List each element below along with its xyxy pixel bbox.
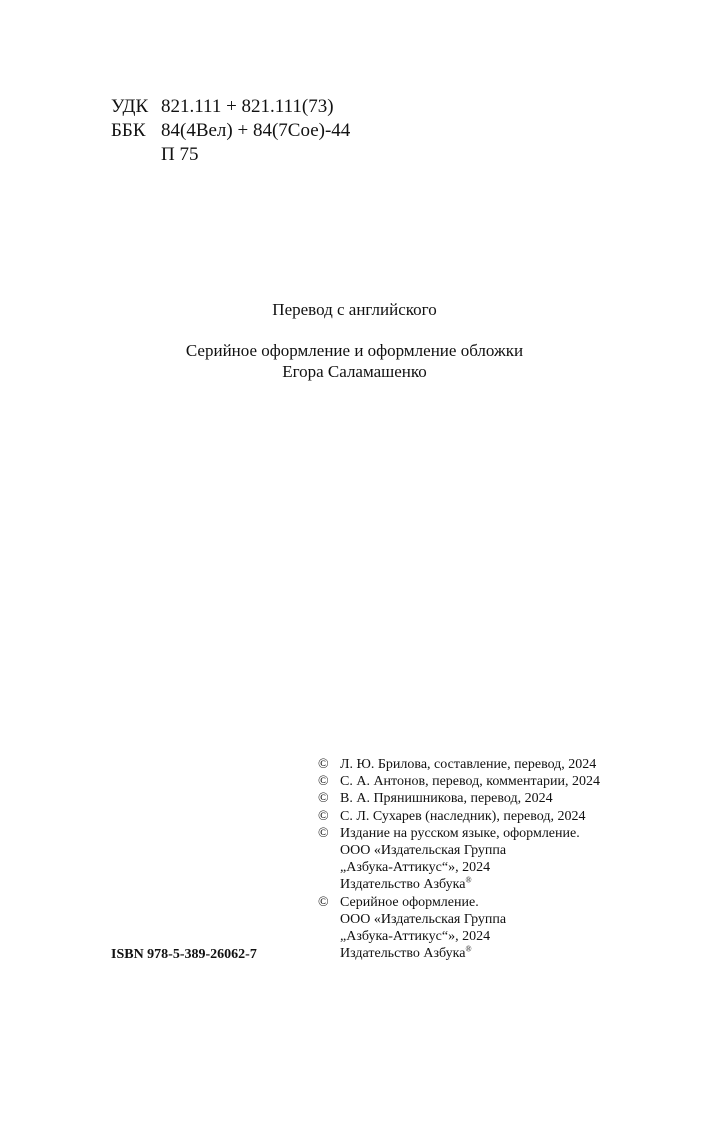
copyright-symbol: © [318,757,329,772]
copyright-symbol: © [318,791,329,807]
registered-mark: ® [465,944,472,954]
copyright-line: „Азбука-Аттикус“», 2024 [340,929,491,945]
author-mark: П 75 [161,144,199,165]
copyright-line: Издательство Азбука® [340,875,472,893]
copyright-item [318,790,600,807]
udk-row [111,95,350,119]
copyright-text [340,894,506,963]
copyright-item [318,894,600,963]
copyright-text [340,756,596,773]
copyright-text [340,825,580,894]
udk-value: 821.111 + 821.111(73) [161,96,334,117]
design-note [0,340,709,382]
copyright-list [318,756,600,962]
registered-mark: ® [465,875,472,885]
copyright-symbol: © [318,825,329,841]
isbn: ISBN 978-5-389-26062-7 [111,947,257,962]
copyright-symbol: © [318,894,329,910]
copyright-line: „Азбука-Аттикус“», 2024 [340,860,491,876]
author-mark-row [111,143,350,167]
bbk-row [111,119,350,143]
copyright-line: Серийное оформление. [340,894,479,910]
copyright-line: Л. Ю. Брилова, составление, перевод, 2024 [340,757,597,772]
copyright-line: С. Л. Сухарев (наследник), перевод, 2024 [340,808,586,824]
udk-label: УДК [111,96,149,117]
copyright-text [340,790,553,807]
copyright-symbol: © [318,774,329,790]
design-note-line-1: Серийное оформление и оформление обложки [185,341,524,360]
copyright-line: Издание на русском языке, оформление. [340,825,580,841]
design-note-line-2: Егора Саламашенко [282,362,427,381]
copyright-item [318,756,600,773]
copyright-line: ООО «Издательская Группа [340,911,507,927]
copyright-item [318,825,600,894]
copyright-line: С. А. Антонов, перевод, комментарии, 2024 [340,774,600,790]
copyright-line: В. А. Прянишникова, перевод, 2024 [340,791,553,807]
copyright-item [318,808,600,825]
classification-block [111,95,350,167]
copyright-text [340,773,600,790]
copyright-item [318,773,600,790]
copyright-line: Издательство Азбука® [340,944,472,962]
bbk-value: 84(4Вел) + 84(7Сое)-44 [161,120,351,141]
copyright-line: ООО «Издательская Группа [340,843,507,859]
copyright-text [340,808,586,825]
bbk-label: ББК [111,120,146,141]
translation-note: Перевод с английского [272,300,437,319]
copyright-symbol: © [318,808,329,824]
